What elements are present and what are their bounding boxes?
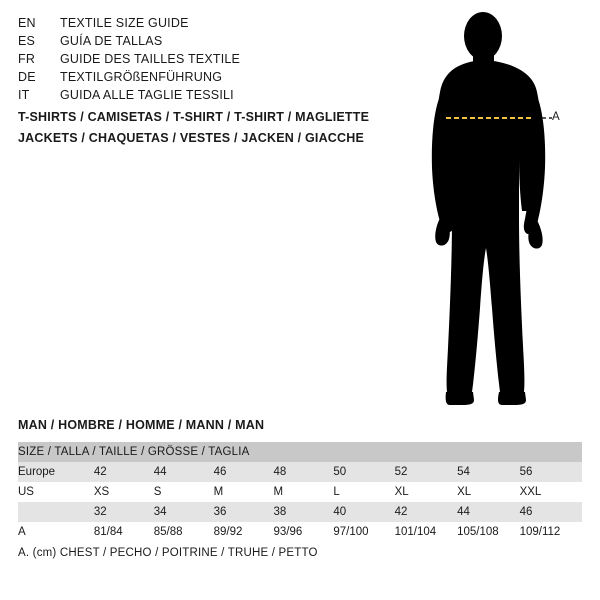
table-cell: XL bbox=[395, 482, 458, 502]
table-cell: 93/96 bbox=[273, 522, 333, 542]
table-cell: 105/108 bbox=[457, 522, 520, 542]
size-table-wrapper bbox=[18, 442, 582, 542]
table-header-label: SIZE / TALLA / TAILLE / GRÖSSE / TAGLIA bbox=[18, 442, 582, 462]
table-row bbox=[18, 502, 582, 522]
language-code: ES bbox=[18, 34, 36, 48]
table-row bbox=[18, 522, 582, 542]
table-row bbox=[18, 482, 582, 502]
language-list bbox=[18, 16, 398, 106]
table-cell: 97/100 bbox=[333, 522, 394, 542]
man-section-heading: MAN / HOMBRE / HOMME / MANN / MAN bbox=[18, 418, 265, 432]
language-code: DE bbox=[18, 70, 36, 84]
table-row bbox=[18, 462, 582, 482]
table-cell: 81/84 bbox=[94, 522, 154, 542]
category-tshirts: T-SHIRTS / CAMISETAS / T-SHIRT / T-SHIRT / MAGLIETTE bbox=[18, 110, 370, 124]
language-code: FR bbox=[18, 52, 36, 66]
table-cell: 42 bbox=[395, 502, 458, 522]
language-code: EN bbox=[18, 16, 36, 30]
table-cell: 42 bbox=[94, 462, 154, 482]
table-cell: 50 bbox=[333, 462, 394, 482]
table-cell: 36 bbox=[214, 502, 274, 522]
table-cell: 109/112 bbox=[520, 522, 582, 542]
table-cell: 48 bbox=[273, 462, 333, 482]
table-cell: 44 bbox=[457, 502, 520, 522]
table-cell: 52 bbox=[395, 462, 458, 482]
table-cell: XXL bbox=[520, 482, 582, 502]
language-row bbox=[18, 34, 398, 52]
table-cell: XS bbox=[94, 482, 154, 502]
male-silhouette-icon bbox=[400, 8, 600, 408]
table-cell: 44 bbox=[154, 462, 214, 482]
row-label: Europe bbox=[18, 462, 94, 482]
language-row bbox=[18, 16, 398, 34]
table-cell: 46 bbox=[214, 462, 274, 482]
row-label: US bbox=[18, 482, 94, 502]
table-cell: 101/104 bbox=[395, 522, 458, 542]
language-row bbox=[18, 70, 398, 88]
language-title: GUIDE DES TAILLES TEXTILE bbox=[60, 52, 241, 66]
table-cell: M bbox=[214, 482, 274, 502]
table-header-row bbox=[18, 442, 582, 462]
chest-marker-label: A bbox=[552, 111, 560, 123]
table-cell: 89/92 bbox=[214, 522, 274, 542]
table-cell: L bbox=[333, 482, 394, 502]
table-cell: 40 bbox=[333, 502, 394, 522]
language-code: IT bbox=[18, 88, 30, 102]
table-cell: 46 bbox=[520, 502, 582, 522]
language-title: GUIDA ALLE TAGLIE TESSILI bbox=[60, 88, 234, 102]
language-title: TEXTILGRÖßENFÜHRUNG bbox=[60, 70, 223, 84]
category-jackets: JACKETS / CHAQUETAS / VESTES / JACKEN / GIACCHE bbox=[18, 131, 365, 145]
table-cell: 54 bbox=[457, 462, 520, 482]
language-row bbox=[18, 52, 398, 70]
table-cell: 34 bbox=[154, 502, 214, 522]
language-title: TEXTILE SIZE GUIDE bbox=[60, 16, 189, 30]
table-cell: XL bbox=[457, 482, 520, 502]
table-cell: 56 bbox=[520, 462, 582, 482]
table-cell: 32 bbox=[94, 502, 154, 522]
size-table bbox=[18, 442, 582, 542]
category-list bbox=[18, 110, 438, 152]
table-cell: 85/88 bbox=[154, 522, 214, 542]
table-cell: S bbox=[154, 482, 214, 502]
table-cell: 38 bbox=[273, 502, 333, 522]
row-label: A bbox=[18, 522, 94, 542]
male-figure-illustration bbox=[400, 8, 600, 408]
table-cell: M bbox=[273, 482, 333, 502]
measurement-footnote: A. (cm) CHEST / PECHO / POITRINE / TRUHE / PETTO bbox=[18, 547, 318, 559]
language-title: GUÍA DE TALLAS bbox=[60, 34, 163, 48]
row-label bbox=[18, 502, 94, 522]
language-row bbox=[18, 88, 398, 106]
